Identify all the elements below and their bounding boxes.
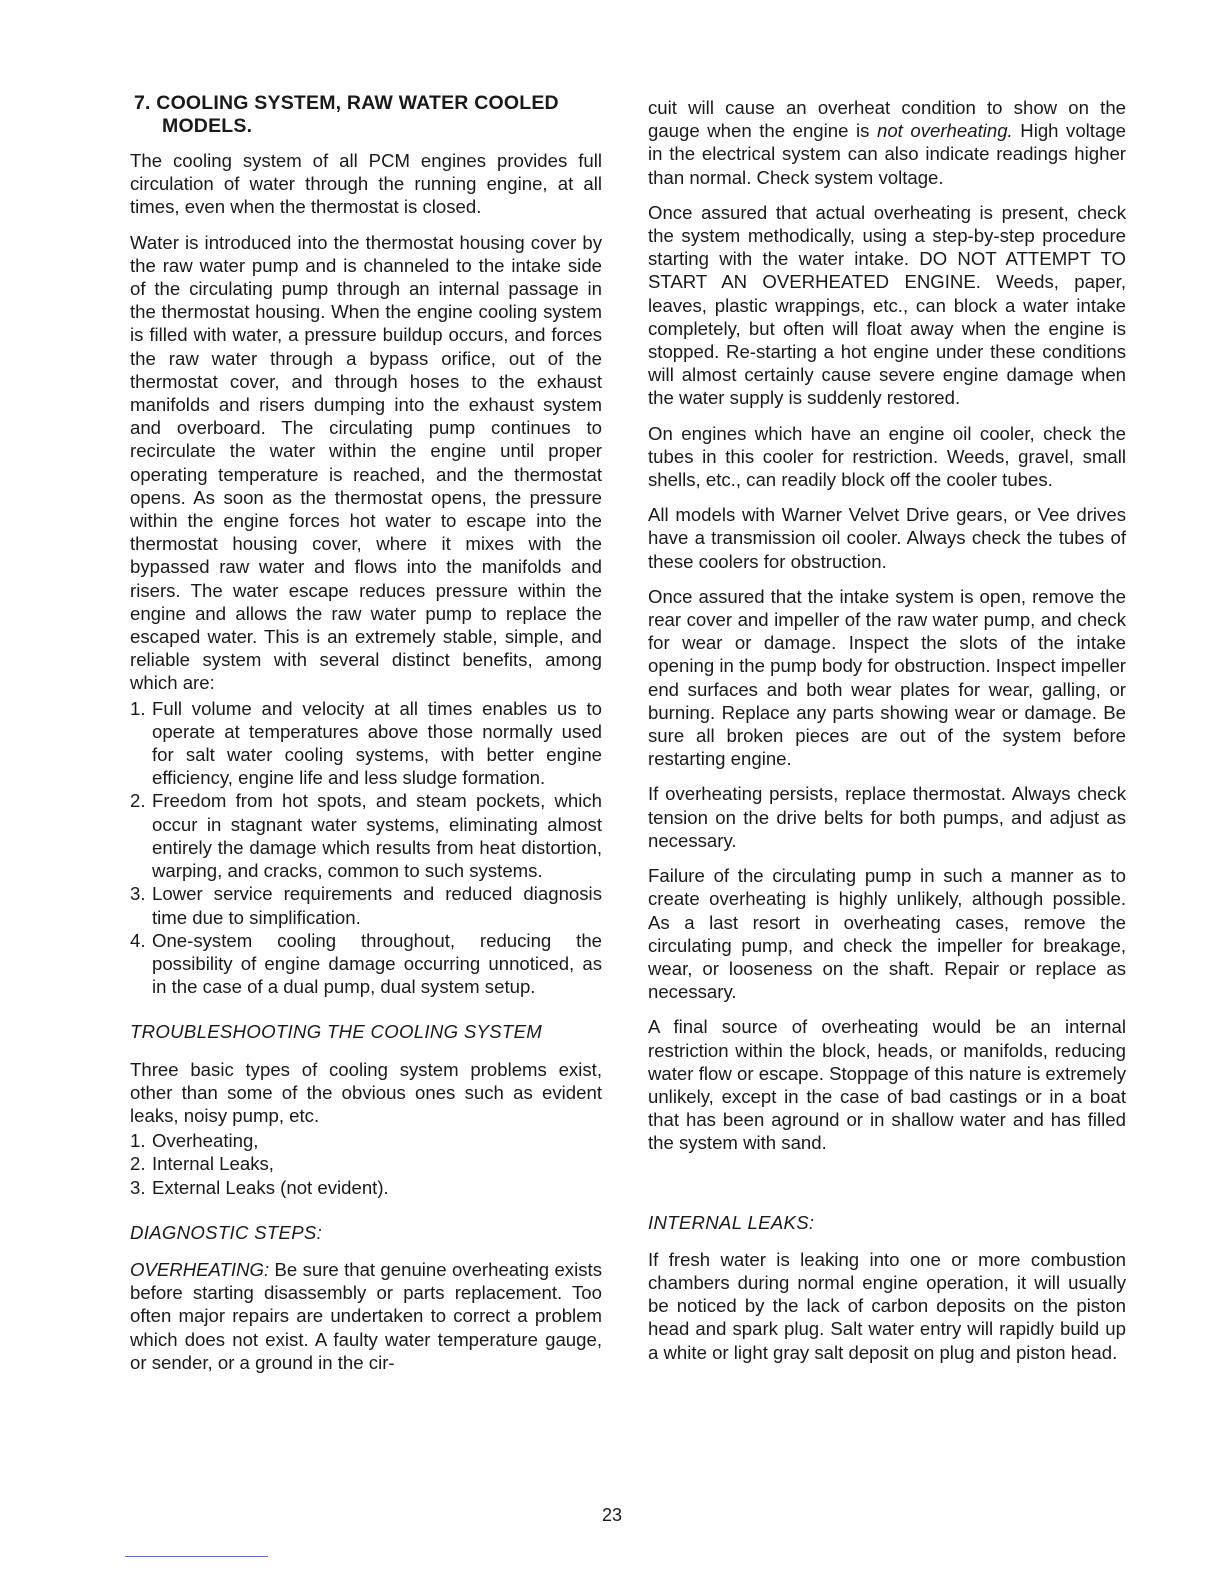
system-description-paragraph: Water is introduced into the thermostat housing cover by the raw water pump and is channeled to the intake side of the circulating pump through an internal passage in the thermostat housing. When the engine cooling system is filled with water, a pressure buildup occurs, and forces the raw water through a bypass orifice, out of the thermostat cover, and through hoses to the exhaust manifolds and risers dumping into the exhaust system and overboard. The circulating pump continues to recirculate the water within the engine until proper operating temperature is reached, and the thermostat opens. As soon as the thermostat opens, the pressure within the engine forces hot water to escape into the thermostat housing cover, where it mixes with the bypassed raw water and flows into the manifolds and risers. The water escape reduces pressure within the engine and allows the raw water pump to replace the escaped water. This is an extremely stable, simple, and reliable system with several distinct benefits, among which are: — [130, 231, 602, 694]
internal-restriction-paragraph: A final source of overheating would be an internal restriction within the block, heads, or manifolds, reducing water flow or escape. Stoppage of this nature is extremely unlikely, except in the case of bad castings or in a boat that has been aground or in shallow water and has filled the system with sand. — [648, 1016, 1126, 1154]
transmission-cooler-paragraph: All models with Warner Velvet Drive gears, or Vee drives have a transmission oil cooler. Always check the tubes of these coolers for obstruction. — [648, 504, 1126, 572]
problems-intro-paragraph: Three basic types of cooling system problems exist, other than some of the obvious ones such as evident leaks, noisy pump, etc. — [130, 1058, 602, 1126]
footer-rule — [125, 1556, 268, 1557]
left-column — [130, 92, 602, 1386]
circulating-pump-paragraph: Failure of the circulating pump in such a manner as to create overheating is highly unlikely, although possible. As a last resort in overheating cases, remove the circulating pump, and check the impeller for breakage, wear, or looseness on the shaft. Repair or replace as necessary. — [648, 865, 1126, 1003]
page-number: 23 — [601, 1505, 623, 1525]
section-heading: 7. COOLING SYSTEM, RAW WATER COOLED MODELS. — [134, 92, 559, 137]
gauge-paragraph: cuit will cause an overheat condition to show on the gauge when the engine is not overheating. High voltage in the electrical system can also indicate readings higher than normal. Check system voltage. — [648, 97, 1126, 188]
list-item: 1. Full volume and velocity at all times enables us to operate at temperatures above those normally used for salt water cooling systems, with better engine efficiency, engine life and less sludge formation. — [130, 697, 602, 789]
thermostat-paragraph: If overheating persists, replace thermostat. Always check tension on the drive belts for both pumps, and adjust as necessary. — [648, 783, 1126, 851]
oil-cooler-paragraph: On engines which have an engine oil cooler, check the tubes in this cooler for restriction. Weeds, gravel, small shells, etc., can readily block off the cooler tubes. — [648, 422, 1126, 491]
list-item: 3. External Leaks (not evident). — [130, 1176, 389, 1198]
overheating-label: OVERHEATING: — [130, 1258, 270, 1280]
diagnostic-steps-subheading: DIAGNOSTIC STEPS: — [130, 1221, 323, 1243]
list-item: 4. One-system cooling throughout, reducing the possibility of engine damage occurring unnoticed, as in the case of a dual pump, dual system setup. — [130, 929, 602, 998]
overheating-paragraph: OVERHEATING: Be sure that genuine overheating exists before starting disassembly or parts replacement. Too often major repairs are undertaken to correct a problem which does not exist. A faulty water temperature gauge, or sender, or a ground in the cir- — [130, 1258, 602, 1373]
raw-water-pump-paragraph: Once assured that the intake system is open, remove the rear cover and impeller of the raw water pump, and check for wear or damage. Inspect the slots of the intake opening in the pump body for obstruction. Inspect impeller end surfaces and both wear plates for wear, galling, or burning. Replace any parts showing wear or damage. Be sure all broken pieces are out of the system before restarting engine. — [648, 585, 1126, 770]
internal-leaks-paragraph: If fresh water is leaking into one or more combustion chambers during normal engine operation, it will usually be noticed by the lack of carbon deposits on the piston head and spark plug. Salt water entry will rapidly build up a white or light gray salt deposit on plug and piston head. — [648, 1248, 1126, 1363]
list-item: 3. Lower service requirements and reduced diagnosis time due to simplification. — [130, 883, 602, 928]
benefits-list — [130, 697, 602, 999]
intro-paragraph: The cooling system of all PCM engines provides full circulation of water through the running engine, at all times, even when the thermostat is closed. — [130, 150, 602, 218]
list-item: 1. Overheating, — [130, 1130, 259, 1152]
troubleshooting-subheading: TROUBLESHOOTING THE COOLING SYSTEM — [130, 1021, 543, 1043]
methodical-check-paragraph: Once assured that actual overheating is present, check the system methodically, using a step-by-step procedure starting with the water intake. DO NOT ATTEMPT TO START AN OVERHEATED ENGINE. Weeds, paper, leaves, plastic wrappings, etc., can block a water intake completely, but often will float away when the engine is stopped. Re-starting a hot engine under these conditions will almost certainly cause severe engine damage when the water supply is suddenly restored. — [648, 201, 1126, 409]
list-item: 2. Internal Leaks, — [130, 1153, 274, 1175]
problems-list — [130, 1129, 602, 1199]
list-item: 2. Freedom from hot spots, and steam pockets, which occur in stagnant water systems, eliminating almost entirely the damage which results from heat distortion, warping, and cracks, common to such systems. — [130, 790, 602, 882]
right-column — [648, 96, 1126, 1376]
internal-leaks-subheading: INTERNAL LEAKS: — [648, 1211, 815, 1233]
